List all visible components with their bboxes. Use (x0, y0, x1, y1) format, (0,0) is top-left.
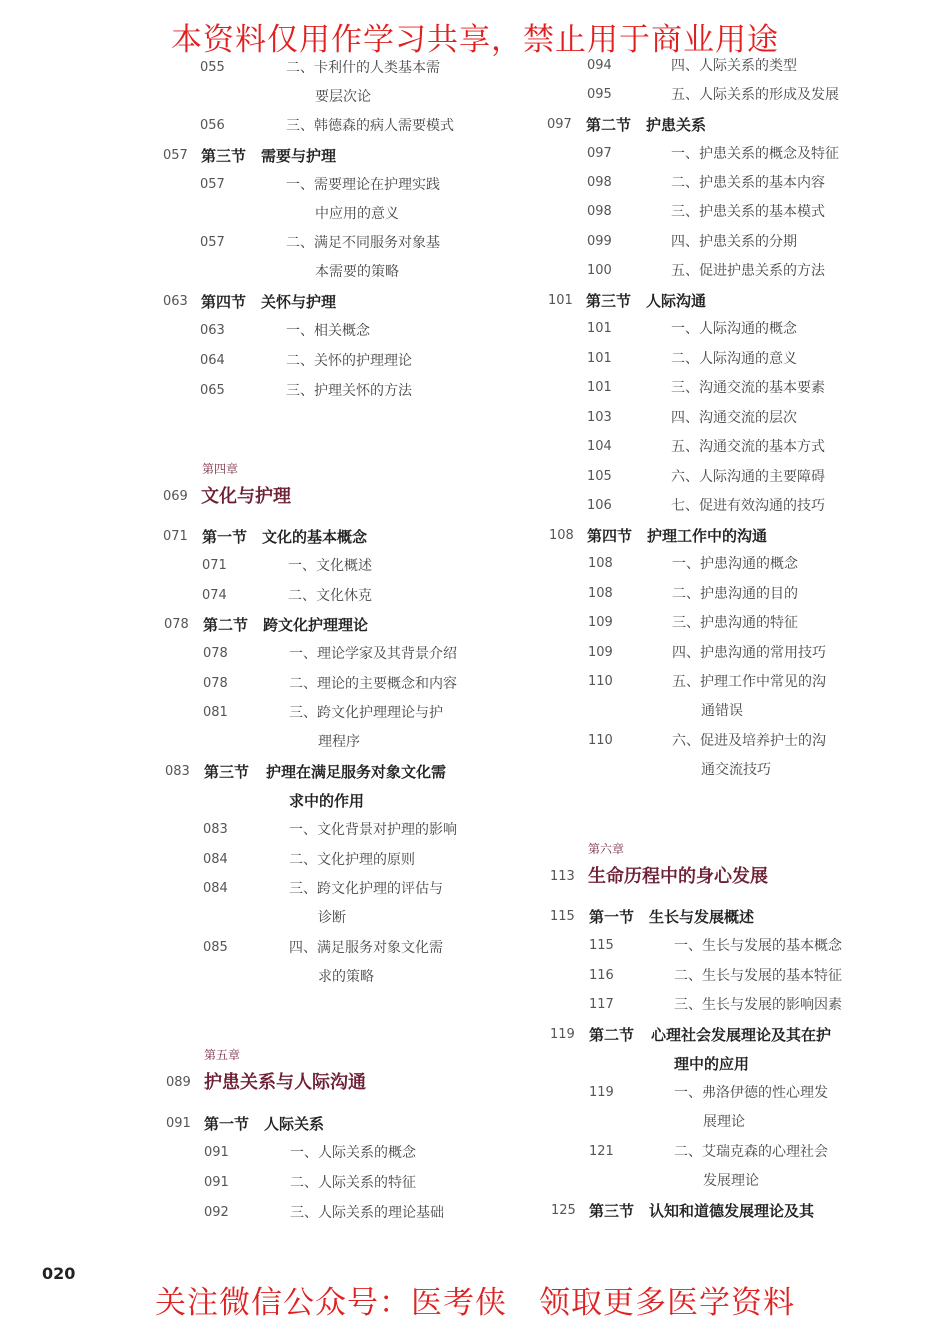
toc-item-title: 四、护患沟通的常用技巧 (672, 645, 826, 661)
toc-page-number: 057 (200, 235, 225, 250)
toc-item-title: 二、关怀的护理理论 (286, 353, 412, 369)
toc-section-title: 护理在满足服务对象文化需 (266, 763, 447, 781)
toc-page-number: 109 (588, 615, 613, 630)
chapter-title: 生命历程中的身心发展 (588, 866, 768, 887)
toc-page-number: 083 (203, 822, 228, 837)
toc-item-title: 五、沟通交流的基本方式 (671, 439, 825, 455)
toc-section-title: 需要与护理 (261, 147, 337, 165)
chapter-title: 护患关系与人际沟通 (204, 1072, 366, 1093)
toc-item-title: 三、跨文化护理的评估与 (289, 881, 443, 897)
toc-page-number: 091 (204, 1145, 229, 1160)
toc-page-number: 057 (200, 177, 225, 192)
toc-page-number: 074 (202, 588, 227, 603)
toc-item-title-continued: 诊断 (318, 910, 346, 926)
toc-page-number: 057 (163, 148, 188, 163)
bottom-banner: 关注微信公众号：医考侠 领取更多医学资料 (155, 1285, 795, 1321)
chapter-label: 第五章 (204, 1048, 241, 1062)
toc-page-number: 100 (587, 263, 612, 278)
toc-page-number: 105 (587, 469, 612, 484)
toc-page-number: 071 (163, 529, 188, 544)
chapter-label: 第四章 (202, 462, 239, 476)
toc-page-number: 119 (550, 1027, 575, 1042)
toc-section-label: 第三节 (586, 292, 632, 310)
toc-section-label: 第一节 (589, 908, 635, 926)
toc-item-title: 五、人际关系的形成及发展 (671, 87, 839, 103)
toc-item-title-continued: 理程序 (318, 734, 360, 750)
toc-page-number: 110 (588, 674, 613, 689)
toc-page-number: 115 (589, 938, 614, 953)
toc-page-number: 089 (166, 1075, 191, 1090)
toc-section-label: 第二节 (586, 116, 632, 134)
toc-item-title: 一、人际关系的概念 (290, 1145, 416, 1161)
toc-page-number: 078 (203, 676, 228, 691)
toc-item-title: 一、护患沟通的概念 (672, 556, 798, 572)
toc-section-title: 跨文化护理理论 (263, 616, 369, 634)
toc-item-title: 三、人际关系的理论基础 (290, 1205, 444, 1221)
toc-page-number: 109 (588, 645, 613, 660)
toc-page-number: 063 (200, 323, 225, 338)
toc-section-label: 第一节 (202, 528, 248, 546)
toc-section-title: 人际关系 (264, 1115, 325, 1133)
toc-item-title: 一、理论学家及其背景介绍 (289, 646, 457, 662)
toc-item-title: 三、护患沟通的特征 (672, 615, 798, 631)
toc-section-title-continued: 理中的应用 (674, 1055, 750, 1073)
toc-item-title-continued: 本需要的策略 (315, 264, 399, 280)
toc-page-number: 063 (163, 294, 188, 309)
toc-item-title: 四、沟通交流的层次 (671, 410, 797, 426)
top-banner: 本资料仅用作学习共享，禁止用于商业用途 (171, 22, 779, 58)
toc-page-number: 083 (165, 764, 190, 779)
toc-page-number: 085 (203, 940, 228, 955)
toc-item-title: 三、韩德森的病人需要模式 (286, 118, 454, 134)
toc-page-number: 125 (551, 1203, 576, 1218)
toc-item-title-continued: 展理论 (703, 1114, 745, 1130)
toc-page-number: 091 (166, 1116, 191, 1131)
toc-item-title: 一、弗洛伊德的性心理发 (674, 1085, 828, 1101)
toc-section-label: 第四节 (201, 293, 247, 311)
page-number: 020 (42, 1264, 76, 1283)
toc-item-title-continued: 通交流技巧 (701, 762, 771, 778)
toc-item-title: 二、卡利什的人类基本需 (286, 60, 440, 76)
toc-item-title: 五、促进护患关系的方法 (671, 263, 825, 279)
toc-page-number: 115 (550, 909, 575, 924)
toc-page-number: 065 (200, 383, 225, 398)
toc-page-number: 101 (587, 380, 612, 395)
toc-page-number: 113 (550, 869, 575, 884)
toc-item-title: 六、人际沟通的主要障碍 (671, 469, 825, 485)
toc-section-title: 护患关系 (646, 116, 707, 134)
toc-item-title: 一、护患关系的概念及特征 (671, 146, 839, 162)
toc-item-title: 一、生长与发展的基本概念 (674, 938, 842, 954)
toc-page-number: 055 (200, 60, 225, 75)
toc-page-number: 097 (587, 146, 612, 161)
toc-page-number: 064 (200, 353, 225, 368)
toc-page-number: 108 (588, 586, 613, 601)
toc-page-number: 097 (547, 117, 572, 132)
toc-section-title: 认知和道德发展理论及其 (649, 1202, 815, 1220)
toc-item-title: 五、护理工作中常见的沟 (672, 674, 826, 690)
toc-item-title: 二、护患沟通的目的 (672, 586, 798, 602)
chapter-label: 第六章 (588, 842, 625, 856)
toc-page-number: 071 (202, 558, 227, 573)
toc-page-number: 081 (203, 705, 228, 720)
toc-item-title: 一、相关概念 (286, 323, 370, 339)
toc-section-title-continued: 求中的作用 (289, 792, 365, 810)
toc-section-label: 第四节 (587, 527, 633, 545)
toc-page-number: 056 (200, 118, 225, 133)
toc-page-number: 117 (589, 997, 614, 1012)
toc-section-title: 护理工作中的沟通 (647, 527, 768, 545)
toc-page-number: 101 (548, 293, 573, 308)
toc-section-label: 第二节 (203, 616, 249, 634)
toc-page-number: 094 (587, 58, 612, 73)
toc-section-label: 第三节 (201, 147, 247, 165)
toc-item-title: 二、理论的主要概念和内容 (289, 676, 457, 692)
toc-page-number: 104 (587, 439, 612, 454)
toc-page-number: 069 (163, 489, 188, 504)
toc-page-number: 084 (203, 881, 228, 896)
chapter-title: 文化与护理 (201, 486, 291, 507)
toc-item-title: 二、生长与发展的基本特征 (674, 968, 842, 984)
toc-section-label: 第一节 (204, 1115, 250, 1133)
toc-page-number: 078 (203, 646, 228, 661)
toc-page-number: 084 (203, 852, 228, 867)
toc-item-title-continued: 发展理论 (703, 1173, 759, 1189)
toc-page-number: 101 (587, 321, 612, 336)
toc-page-number: 101 (587, 351, 612, 366)
toc-item-title: 四、满足服务对象文化需 (289, 940, 443, 956)
toc-item-title: 二、文化护理的原则 (289, 852, 415, 868)
toc-page-number: 091 (204, 1175, 229, 1190)
toc-section-title: 生长与发展概述 (649, 908, 755, 926)
toc-page-number: 110 (588, 733, 613, 748)
toc-item-title: 三、沟通交流的基本要素 (671, 380, 825, 396)
toc-item-title-continued: 要层次论 (315, 89, 371, 105)
toc-item-title: 三、跨文化护理理论与护 (289, 705, 443, 721)
toc-section-title: 人际沟通 (646, 292, 707, 310)
toc-page-number: 095 (587, 87, 612, 102)
toc-item-title: 四、护患关系的分期 (671, 234, 797, 250)
toc-item-title: 二、人际沟通的意义 (671, 351, 797, 367)
toc-item-title-continued: 求的策略 (318, 969, 374, 985)
toc-section-title: 心理社会发展理论及其在护 (651, 1026, 832, 1044)
toc-section-label: 第三节 (589, 1202, 635, 1220)
toc-page-number: 108 (588, 556, 613, 571)
toc-item-title: 七、促进有效沟通的技巧 (671, 498, 825, 514)
toc-item-title: 一、文化概述 (288, 558, 372, 574)
toc-item-title: 一、需要理论在护理实践 (286, 177, 440, 193)
toc-item-title: 四、人际关系的类型 (671, 58, 797, 74)
toc-page-number: 092 (204, 1205, 229, 1220)
toc-page-number: 098 (587, 175, 612, 190)
toc-item-title: 三、护患关系的基本模式 (671, 204, 825, 220)
toc-item-title: 二、护患关系的基本内容 (671, 175, 825, 191)
toc-item-title-continued: 中应用的意义 (315, 206, 399, 222)
toc-page-number: 098 (587, 204, 612, 219)
toc-page-number: 108 (549, 528, 574, 543)
toc-item-title: 二、文化休克 (288, 588, 372, 604)
toc-page-number: 103 (587, 410, 612, 425)
toc-page-number: 119 (589, 1085, 614, 1100)
toc-item-title: 六、促进及培养护士的沟 (672, 733, 826, 749)
toc-section-title: 文化的基本概念 (262, 528, 368, 546)
toc-page-number: 121 (589, 1144, 614, 1159)
toc-item-title: 三、护理关怀的方法 (286, 383, 412, 399)
toc-item-title-continued: 通错误 (701, 703, 743, 719)
toc-section-label: 第三节 (204, 763, 250, 781)
toc-page-number: 099 (587, 234, 612, 249)
toc-page-number: 106 (587, 498, 612, 513)
toc-section-label: 第二节 (589, 1026, 635, 1044)
toc-item-title: 二、满足不同服务对象基 (286, 235, 440, 251)
toc-item-title: 二、艾瑞克森的心理社会 (674, 1144, 828, 1160)
toc-item-title: 三、生长与发展的影响因素 (674, 997, 842, 1013)
toc-item-title: 二、人际关系的特征 (290, 1175, 416, 1191)
toc-section-title: 关怀与护理 (261, 293, 337, 311)
toc-page-number: 116 (589, 968, 614, 983)
toc-item-title: 一、文化背景对护理的影响 (289, 822, 457, 838)
toc-item-title: 一、人际沟通的概念 (671, 321, 797, 337)
toc-page-number: 078 (164, 617, 189, 632)
